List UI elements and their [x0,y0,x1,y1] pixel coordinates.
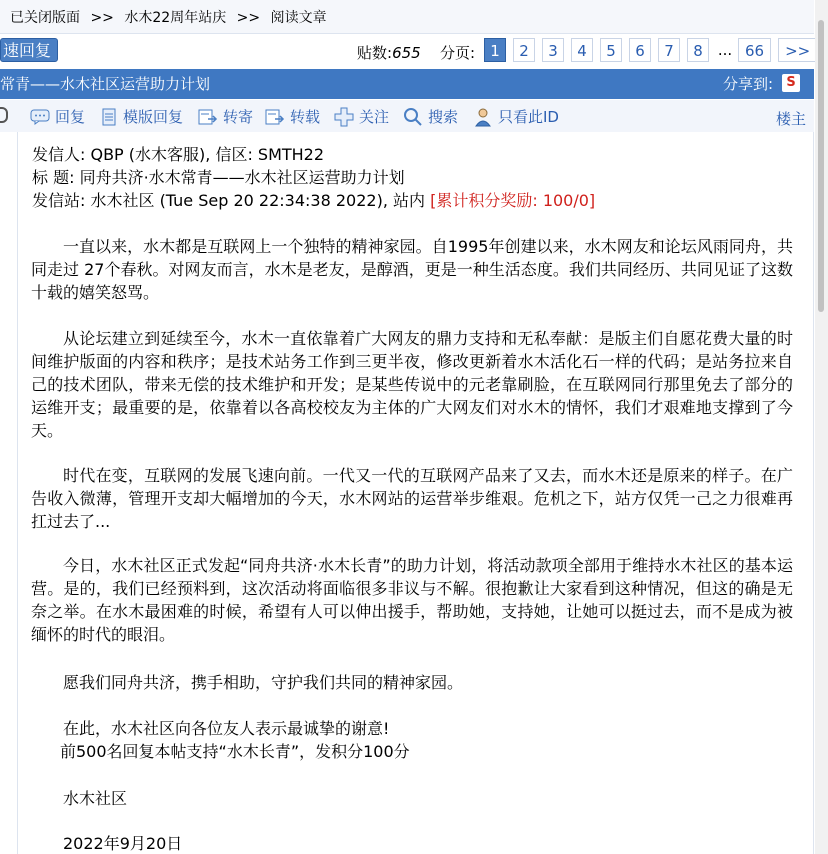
repost-button[interactable] [265,106,320,127]
only-this-id-label: 只看此ID [498,108,559,126]
breadcrumb-section-link[interactable]: 水木22周年站庆 [124,10,227,26]
share-label: 分享到: [723,75,774,93]
breadcrumb [0,0,814,34]
reply-label: 回复 [55,108,86,126]
page-link-3[interactable]: 3 [542,38,564,62]
page-link-last[interactable]: 66 [738,38,771,62]
floor-label: 楼主 [776,110,807,128]
template-reply-button[interactable] [100,106,183,127]
pager-label: 分页: [440,44,476,62]
post-count-value: 655 [392,44,421,62]
thread-title: 常青——水木社区运营助力计划 [0,75,211,93]
post-sender: 发信人: QBP (水木客服), 信区: SMTH22 [32,145,325,164]
next-page-button[interactable]: >> [778,38,817,62]
thread-title-bar [0,69,814,99]
page-link-7[interactable]: 7 [658,38,680,62]
post-station [32,190,595,212]
user-icon [473,107,493,127]
thanks-line: 在此，水木社区向各位友人表示最诚挚的谢意! [63,719,390,738]
page-link-6[interactable]: 6 [629,38,651,62]
only-this-id-button[interactable] [473,106,559,127]
page-link-1[interactable]: 1 [484,38,506,62]
paragraph-5: 愿我们同舟共济，携手相助，守护我们共同的精神家园。 [63,673,464,692]
post-actions-toolbar [0,100,814,132]
breadcrumb-board-link[interactable]: 已关闭版面 [10,10,80,26]
vertical-scrollbar[interactable] [815,0,828,854]
chat-bubble-icon [30,109,50,125]
breadcrumb-separator: >> [236,10,261,26]
plus-icon [334,107,354,127]
search-label: 搜索 [428,108,459,126]
signature: 水木社区 [63,789,128,808]
post-count [357,42,421,63]
follow-label: 关注 [359,108,390,126]
page-link-2[interactable]: 2 [513,38,535,62]
page-ellipsis: ... [716,38,734,62]
page-link-5[interactable]: 5 [600,38,622,62]
paragraph-2: 从论坛建立到延续至今，水木一直依靠着广大网友的鼎力支持和无私奉献：是版主们自愿花费大量的时间维护版面的内容和秩序；是技术站务工作到三更半夜，修改更新着水木活化石一样的代码；是站务拉来自己的技术团队，带来无偿的技术维护和开发；是某些传说中的元老靠刷脸，在互联网同行那里免去了部分的运维开支；最重要的是，依靠着以各高校校友为主体的广大网友们对水木的情怀，我们才艰难地支撑到了今天。 [31,329,793,440]
page-link-4[interactable]: 4 [571,38,593,62]
paragraph-3: 时代在变，互联网的发展飞速向前。一代又一代的互联网产品来了又去，而水木还是原来的样子。在广告收入微薄，管理开支却大幅增加的今天，水木网站的运营举步维艰。危机之下，站方仅凭一己之力很难再扛过去了... [31,466,793,531]
repost-label: 转载 [290,108,321,126]
page-link-8[interactable]: 8 [687,38,709,62]
pagination-toolbar [0,35,814,67]
post-subject: 标 题: 同舟共济·水木常青——水木社区运营助力计划 [32,168,405,187]
forward-button[interactable] [198,106,253,127]
template-reply-label: 模版回复 [123,108,184,126]
offer-line: 前500名回复本帖支持“水木长青”，发积分100分 [60,742,410,761]
paragraph-4: 今日，水木社区正式发起“同舟共济·水木长青”的助力计划，将活动款项全部用于维持水木社区的基本运营。是的，我们已经预料到，这次活动将面临很多非议与不解。很抱歉让大家看到这种情况，但这的确是无奈之举。在水木最困难的时候，希望有人可以伸出援手，帮助她，支持她，让她可以挺过去，而不是成为被缅怀的时代的眼泪。 [31,556,793,644]
breadcrumb-current-page: 阅读文章 [270,10,327,26]
forward-label: 转寄 [223,108,254,126]
post-date: 2022年9月20日 [63,834,183,853]
weibo-share-icon[interactable]: S [782,74,800,92]
repost-icon [265,108,285,126]
forward-icon [198,108,218,126]
collapse-icon[interactable] [0,107,8,123]
search-icon [403,107,423,127]
post-content [17,132,814,854]
follow-button[interactable] [334,106,389,127]
scrollbar-thumb[interactable] [818,20,824,312]
page-links [484,38,824,64]
post-station-text: 发信站: 水木社区 (Tue Sep 20 22:34:38 2022), 站内 [32,191,425,210]
quick-reply-button[interactable]: 速回复 [0,38,58,62]
document-icon [100,108,118,126]
breadcrumb-separator: >> [90,10,114,26]
search-button[interactable] [403,106,458,127]
reply-button[interactable] [30,106,85,127]
post-count-label: 贴数: [357,44,393,62]
reward-badge: [累计积分奖励: 100/0] [430,191,596,210]
paragraph-1: 一直以来，水木都是互联网上一个独特的精神家园。自1995年创建以来，水木网友和论坛风雨同舟，共同走过 27个春秋。对网友而言，水木是老友，是醇酒，更是一种生活态度。我们共同经历、共同见证了这数十载的嬉笑怒骂。 [31,237,793,302]
